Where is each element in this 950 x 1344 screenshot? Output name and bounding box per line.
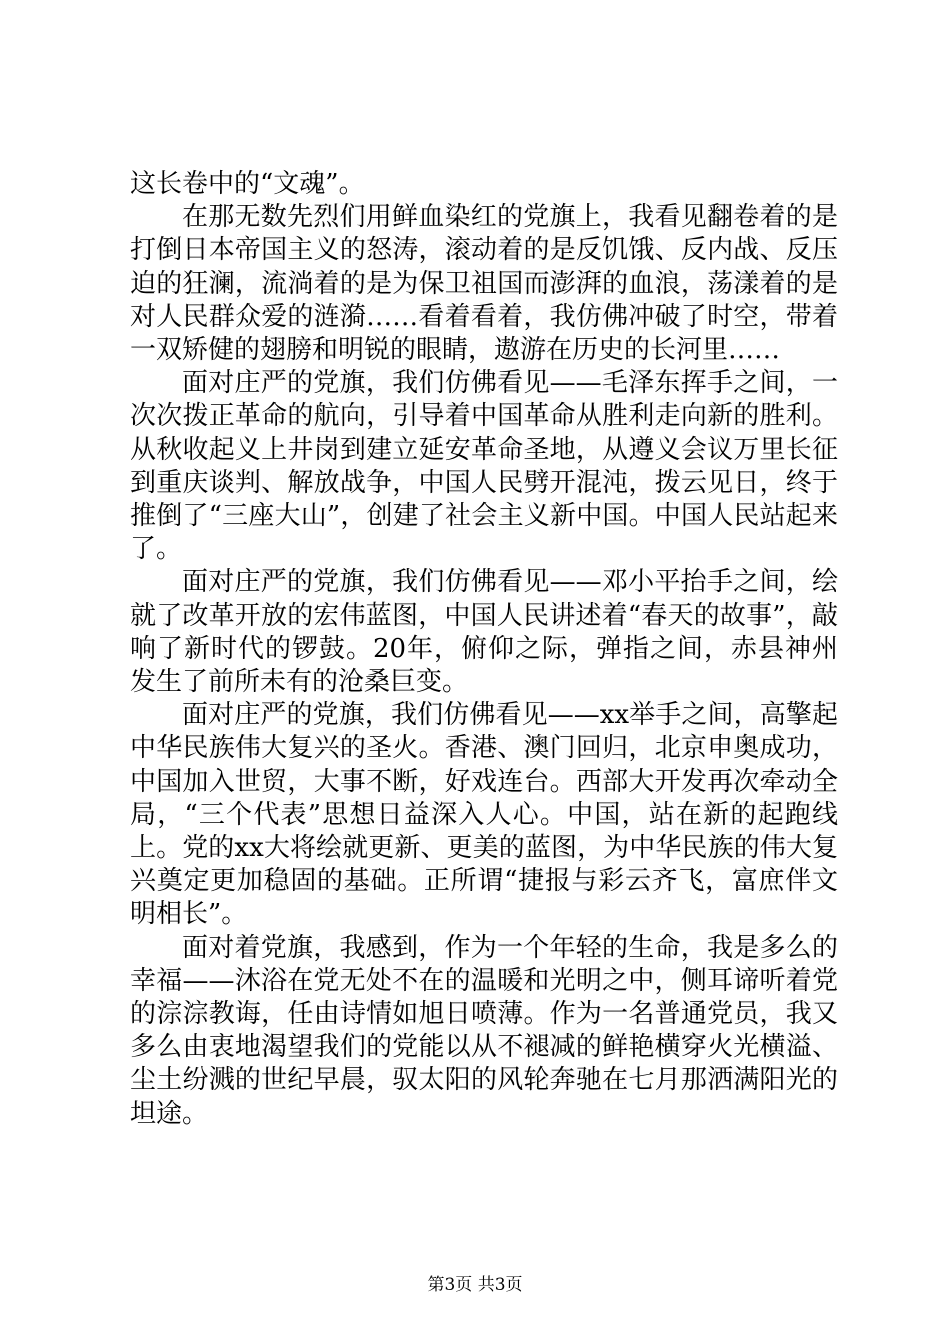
page-footer: 第3页 共3页 bbox=[427, 1275, 523, 1295]
paragraph-conclusion: 面对着党旗，我感到，作为一个年轻的生命，我是多么的幸福——沐浴在党无处不在的温暖和光明之中，侧耳谛听着党的淙淙教诲，任由诗情如旭日喷薄。作为一名普通党员，我又多么由衷地渴望我们的党能以从不褪减的鲜艳横穿火光横溢、尘土纷溅的世纪早晨，驭太阳的风轮奔驰在七月那洒满阳光的坦途。 bbox=[130, 932, 838, 1129]
paragraph-deng-xiaoping: 面对庄严的党旗，我们仿佛看见——邓小平抬手之间，绘就了改革开放的宏伟蓝图，中国人民讲述着“春天的故事”，敲响了新时代的锣鼓。20年，俯仰之际，弹指之间，赤县神州发生了前所未有的沧桑巨变。 bbox=[130, 567, 838, 698]
paragraph-xx: 面对庄严的党旗，我们仿佛看见——xx举手之间，高擎起中华民族伟大复兴的圣火。香港、澳门回归，北京申奥成功，中国加入世贸，大事不断，好戏连台。西部大开发再次牵动全局，“三个代表”思想日益深入人心。中国，站在新的起跑线上。党的xx大将绘就更新、更美的蓝图，为中华民族的伟大复兴奠定更加稳固的基础。正所谓“捷报与彩云齐飞，富庶伴文明相长”。 bbox=[130, 700, 838, 930]
document-body bbox=[130, 168, 838, 1131]
paragraph-party-flag: 在那无数先烈们用鲜血染红的党旗上，我看见翻卷着的是打倒日本帝国主义的怒涛，滚动着的是反饥饿、反内战、反压迫的狂澜，流淌着的是为保卫祖国而澎湃的血浪，荡漾着的是对人民群众爱的涟漪……看着看着，我仿佛冲破了时空，带着一双矫健的翅膀和明锐的眼睛，遨游在历史的长河里…… bbox=[130, 202, 838, 366]
paragraph-mao-zedong: 面对庄严的党旗，我们仿佛看见——毛泽东挥手之间，一次次拨正革命的航向，引导着中国革命从胜利走向新的胜利。从秋收起义上井岗到建立延安革命圣地，从遵义会议万里长征到重庆谈判、解放战争，中国人民劈开混沌，拨云见日，终于推倒了“三座大山”，创建了社会主义新中国。中国人民站起来了。 bbox=[130, 368, 838, 565]
paragraph-continuation: 这长卷中的“文魂”。 bbox=[130, 169, 365, 199]
